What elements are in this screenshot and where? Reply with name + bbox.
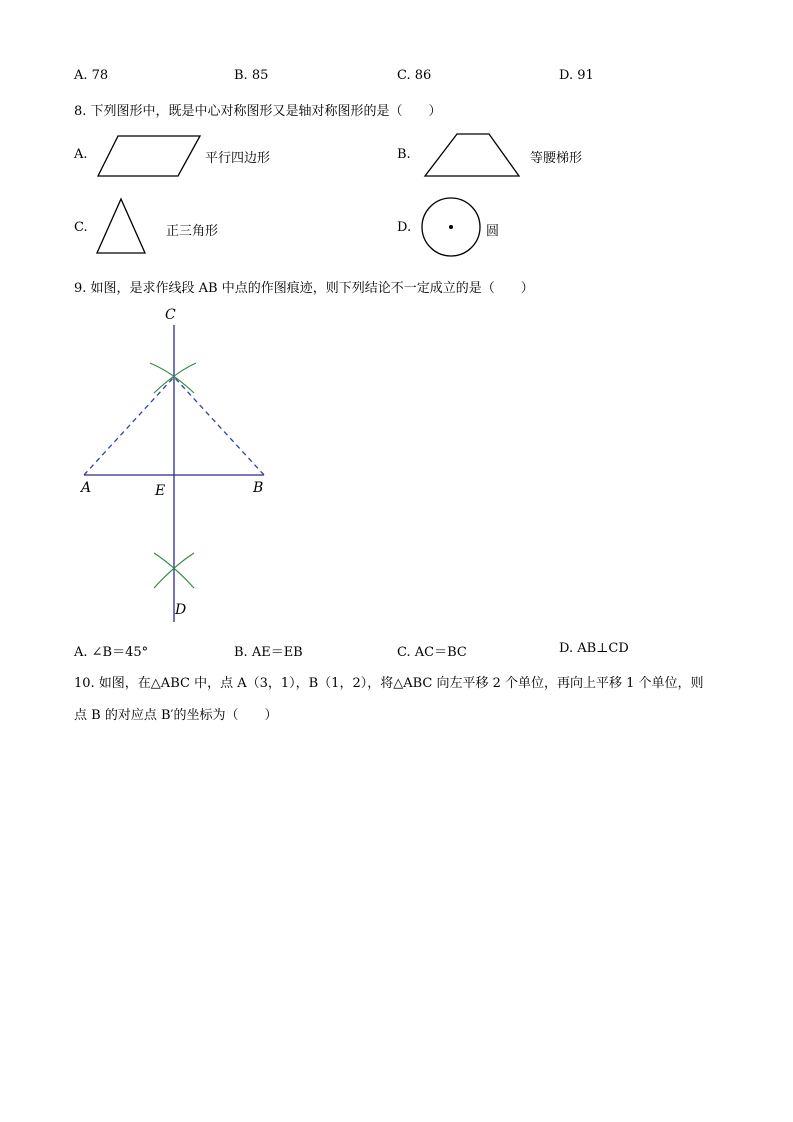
q8-option-b-letter: B. bbox=[397, 147, 411, 162]
q9-option-d: D. AB⊥CD bbox=[559, 641, 629, 656]
q9-stem: 9. 如图，是求作线段 AB 中点的作图痕迹，则下列结论不一定成立的是（ ） bbox=[74, 281, 534, 296]
q8-option-b-caption: 等腰梯形 bbox=[530, 151, 583, 166]
q8-option-a-caption: 平行四边形 bbox=[205, 151, 271, 166]
q7-option-d: D. 91 bbox=[559, 68, 594, 83]
q9-option-c: C. AC＝BC bbox=[397, 645, 467, 660]
q10-line-1: 10. 如图，在△ABC 中，点 A（3，1），B（1，2），将△ABC 向左平移 2 个单位，再向上平移 1 个单位，则 bbox=[74, 676, 704, 691]
point-label-e: E bbox=[155, 483, 166, 499]
q9-option-a: A. ∠B＝45° bbox=[74, 645, 149, 660]
point-label-d: D bbox=[175, 602, 187, 618]
q9-option-b: B. AE＝EB bbox=[234, 645, 303, 660]
dashed-ac bbox=[84, 377, 174, 475]
point-label-c: C bbox=[165, 307, 176, 323]
q8-option-d-caption: 圆 bbox=[486, 224, 500, 239]
point-label-a: A bbox=[81, 480, 92, 496]
q8-option-c-caption: 正三角形 bbox=[166, 224, 219, 239]
q10-line-2: 点 B 的对应点 B′的坐标为（ ） bbox=[74, 708, 278, 723]
dashed-bc bbox=[174, 377, 264, 475]
q8-option-d-letter: D. bbox=[397, 220, 412, 235]
q7-option-b: B. 85 bbox=[234, 68, 269, 83]
point-label-b: B bbox=[253, 480, 264, 496]
q8-option-c-letter: C. bbox=[74, 220, 88, 235]
q8-stem: 8. 下列图形中，既是中心对称图形又是轴对称图形的是（ ） bbox=[74, 104, 442, 119]
q7-option-c: C. 86 bbox=[397, 68, 432, 83]
q8-option-a-letter: A. bbox=[74, 147, 88, 162]
q7-option-a: A. 78 bbox=[74, 68, 109, 83]
